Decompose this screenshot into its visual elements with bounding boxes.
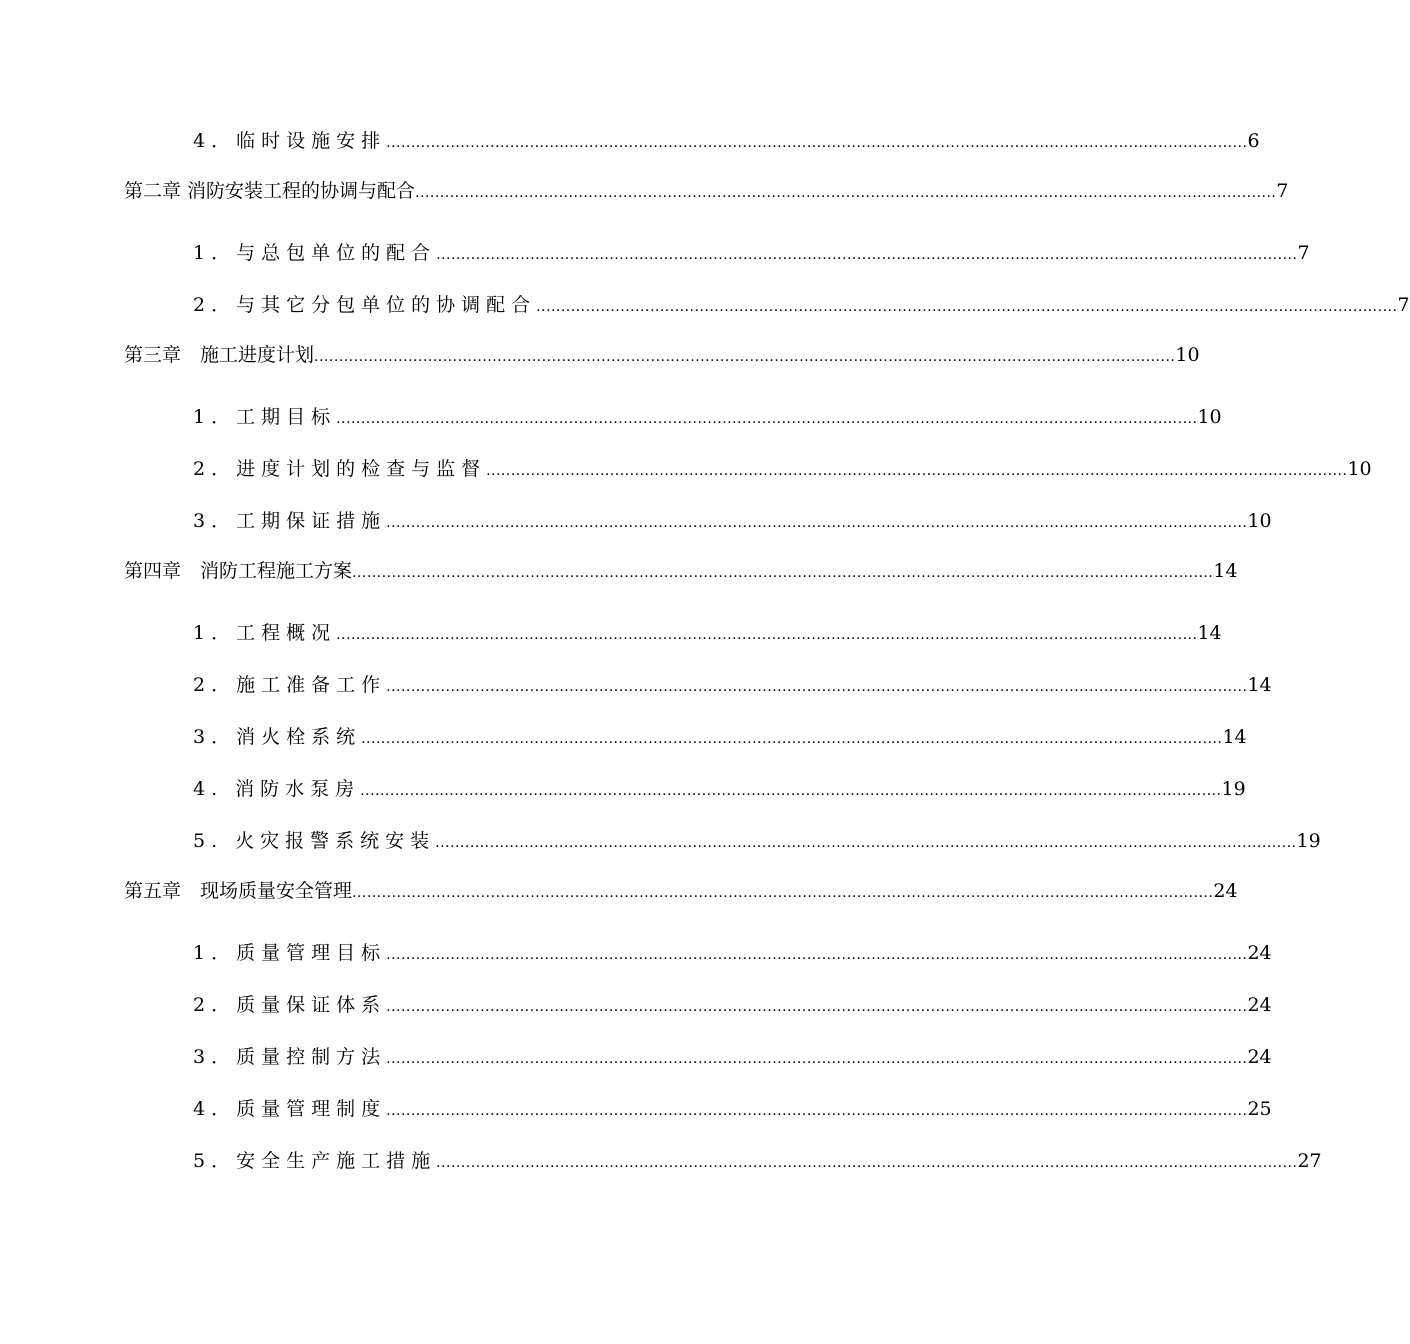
toc-entry[interactable]: [193, 618, 1222, 645]
toc-chapter-page: 14: [1213, 560, 1238, 582]
toc-chapter-title: 第四章 消防工程施工方案: [124, 560, 353, 582]
toc-leader-dots: ..............................................................................................................................................................................: [352, 565, 1214, 581]
toc-entry-page: 19: [1296, 830, 1321, 852]
toc-entry-title: 1．质量管理目标: [193, 942, 387, 964]
toc-entry-page: 14: [1222, 726, 1247, 748]
toc-chapter[interactable]: [124, 340, 1200, 367]
toc-entry-page: 10: [1197, 406, 1222, 428]
toc-entry[interactable]: [193, 506, 1272, 533]
toc-entry-title: 1．与总包单位的配合: [193, 242, 437, 264]
toc-leader-dots: ..............................................................................................................................................................................: [336, 411, 1198, 427]
toc-chapter-page: 7: [1276, 180, 1289, 202]
toc-leader-dots: ..............................................................................................................................................................................: [436, 247, 1298, 263]
toc-entry-title: 1．工期目标: [193, 406, 337, 428]
toc-leader-dots: ..............................................................................................................................................................................: [386, 679, 1248, 695]
toc-entry-page: 10: [1247, 510, 1272, 532]
toc-leader-dots: ..............................................................................................................................................................................: [361, 731, 1223, 747]
toc-entry-title: 2．质量保证体系: [193, 994, 387, 1016]
toc-entry-title: 4．临时设施安排: [193, 130, 387, 152]
toc-leader-dots: ..............................................................................................................................................................................: [436, 1155, 1298, 1171]
toc-entry-title: 3．工期保证措施: [193, 510, 387, 532]
toc-entry[interactable]: [193, 990, 1272, 1017]
toc-entry[interactable]: [193, 826, 1321, 853]
toc-entry-page: 24: [1247, 942, 1272, 964]
toc-entry-page: 27: [1297, 1150, 1322, 1172]
toc-entry-page: 7: [1397, 294, 1410, 316]
toc-entry-page: 10: [1347, 458, 1372, 480]
toc-entry[interactable]: [193, 126, 1260, 153]
toc-leader-dots: ..............................................................................................................................................................................: [386, 947, 1248, 963]
toc-entry-title: 2．与其它分包单位的协调配合: [193, 294, 537, 316]
toc-chapter-page: 10: [1175, 344, 1200, 366]
toc-leader-dots: ..............................................................................................................................................................................: [386, 135, 1248, 151]
toc-entry[interactable]: [193, 670, 1272, 697]
toc-entry[interactable]: [193, 454, 1372, 481]
toc-entry-page: 24: [1247, 994, 1272, 1016]
toc-leader-dots: ..............................................................................................................................................................................: [314, 349, 1176, 365]
toc-entry[interactable]: [193, 1146, 1322, 1173]
toc-leader-dots: ..............................................................................................................................................................................: [386, 1103, 1248, 1119]
toc-entry[interactable]: [193, 1094, 1272, 1121]
toc-chapter[interactable]: [124, 876, 1238, 903]
toc-leader-dots: ..............................................................................................................................................................................: [435, 835, 1297, 851]
toc-leader-dots: ..............................................................................................................................................................................: [386, 515, 1248, 531]
toc-entry[interactable]: [193, 1042, 1272, 1069]
toc-entry-page: 14: [1247, 674, 1272, 696]
toc-entry[interactable]: [193, 774, 1246, 801]
toc-entry-page: 19: [1221, 778, 1246, 800]
toc-entry[interactable]: [193, 722, 1247, 749]
toc-entry-page: 6: [1247, 130, 1260, 152]
toc-leader-dots: ..............................................................................................................................................................................: [386, 1051, 1248, 1067]
toc-chapter-title: 第二章 消防安装工程的协调与配合: [124, 180, 416, 202]
toc-leader-dots: ..............................................................................................................................................................................: [486, 463, 1348, 479]
toc-entry-title: 2．施工准备工作: [193, 674, 387, 696]
toc-entry-title: 4．质量管理制度: [193, 1098, 387, 1120]
toc-leader-dots: ..............................................................................................................................................................................: [415, 185, 1277, 201]
toc-leader-dots: ..............................................................................................................................................................................: [360, 783, 1222, 799]
toc-entry-title: 3．质量控制方法: [193, 1046, 387, 1068]
toc-entry[interactable]: [193, 938, 1272, 965]
toc-entry[interactable]: [193, 290, 1410, 317]
toc-entry-title: 1．工程概况: [193, 622, 337, 644]
toc-chapter[interactable]: [124, 556, 1238, 583]
toc-entry[interactable]: [193, 238, 1310, 265]
toc-chapter-page: 24: [1213, 880, 1238, 902]
toc-entry-title: 5．安全生产施工措施: [193, 1150, 437, 1172]
toc-entry-page: 14: [1197, 622, 1222, 644]
toc-leader-dots: ..............................................................................................................................................................................: [352, 885, 1214, 901]
toc-chapter[interactable]: [124, 176, 1289, 203]
toc-entry-page: 7: [1297, 242, 1310, 264]
toc-entry-title: 5. 火灾报警系统安装: [193, 830, 436, 852]
toc-entry-title: 3．消火栓系统: [193, 726, 362, 748]
toc-chapter-title: 第五章 现场质量安全管理: [124, 880, 353, 902]
toc-entry[interactable]: [193, 402, 1222, 429]
toc-chapter-title: 第三章 施工进度计划: [124, 344, 315, 366]
toc-leader-dots: ..............................................................................................................................................................................: [536, 299, 1398, 315]
toc-leader-dots: ..............................................................................................................................................................................: [386, 999, 1248, 1015]
toc-entry-title: 2．进度计划的检查与监督: [193, 458, 487, 480]
toc-entry-page: 25: [1247, 1098, 1272, 1120]
toc-entry-page: 24: [1247, 1046, 1272, 1068]
toc-entry-title: 4. 消防水泵房: [193, 778, 361, 800]
toc-leader-dots: ..............................................................................................................................................................................: [336, 627, 1198, 643]
